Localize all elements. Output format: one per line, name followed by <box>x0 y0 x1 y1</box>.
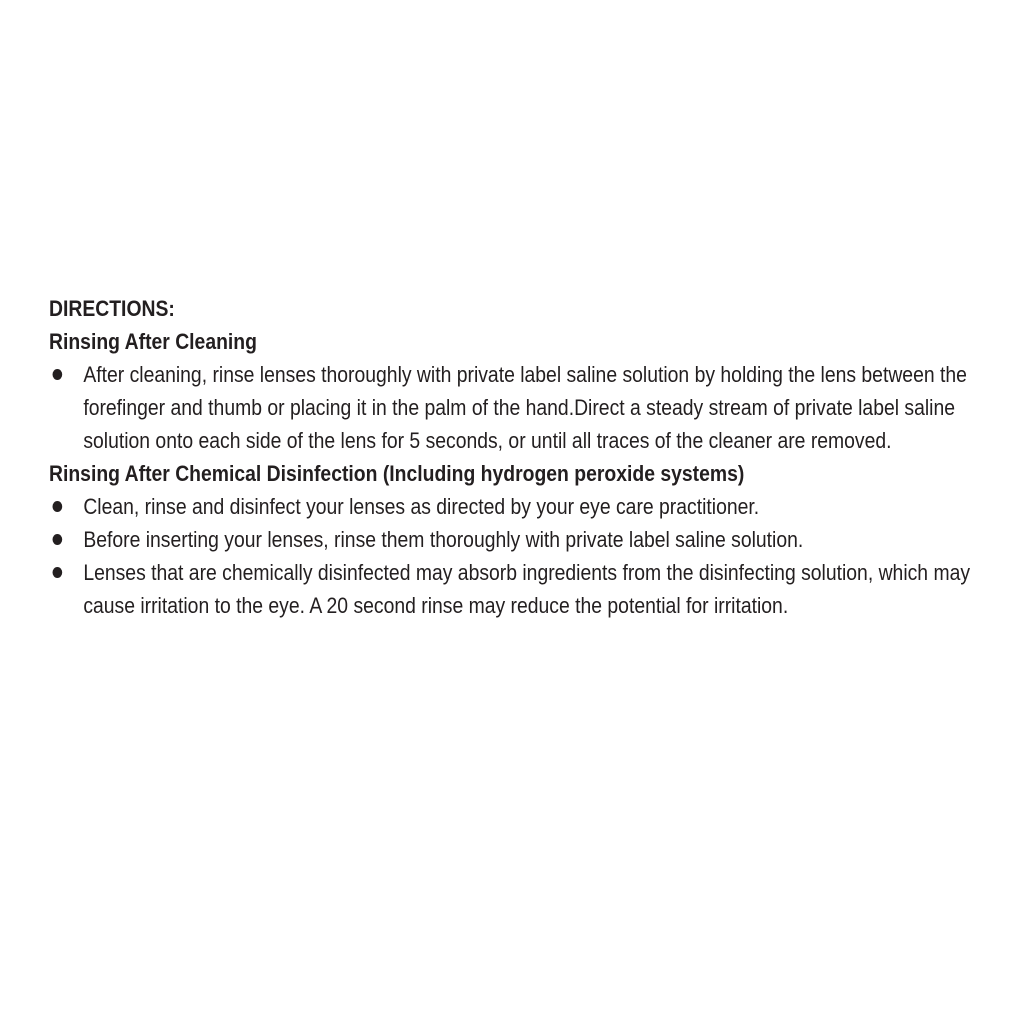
directions-document <box>49 292 989 622</box>
bullet-list <box>49 358 989 457</box>
section-title: Rinsing After Cleaning <box>49 329 257 354</box>
directions-heading: DIRECTIONS: <box>49 296 175 321</box>
list-item-text: Clean, rinse and disinfect your lenses as directed by your eye care practitioner. <box>83 494 760 519</box>
section-title: Rinsing After Chemical Disinfection (Including hydrogen peroxide systems) <box>49 461 745 486</box>
bullet-icon <box>53 369 63 380</box>
list-item <box>49 358 989 457</box>
bullet-icon <box>53 534 63 545</box>
list-item <box>49 556 989 622</box>
bullet-icon <box>53 567 63 578</box>
bullet-icon <box>53 501 63 512</box>
list-item-text: Lenses that are chemically disinfected may absorb ingredients from the disinfecting solution, which may cause irritation to the eye. A 20 second rinse may reduce the potential for irritation. <box>83 560 971 618</box>
section-rinsing-after-cleaning <box>49 325 989 457</box>
bullet-list <box>49 490 989 622</box>
list-item <box>49 523 989 556</box>
list-item-text: After cleaning, rinse lenses thoroughly with private label saline solution by holding the lens between the forefinger and thumb or placing it in the palm of the hand.Direct a steady stream of private label saline solution onto each side of the lens for 5 seconds, or until all traces of the cleaner are removed. <box>83 362 967 453</box>
list-item-text: Before inserting your lenses, rinse them thoroughly with private label saline solution. <box>83 527 804 552</box>
list-item <box>49 490 989 523</box>
section-rinsing-after-chemical-disinfection <box>49 457 989 622</box>
